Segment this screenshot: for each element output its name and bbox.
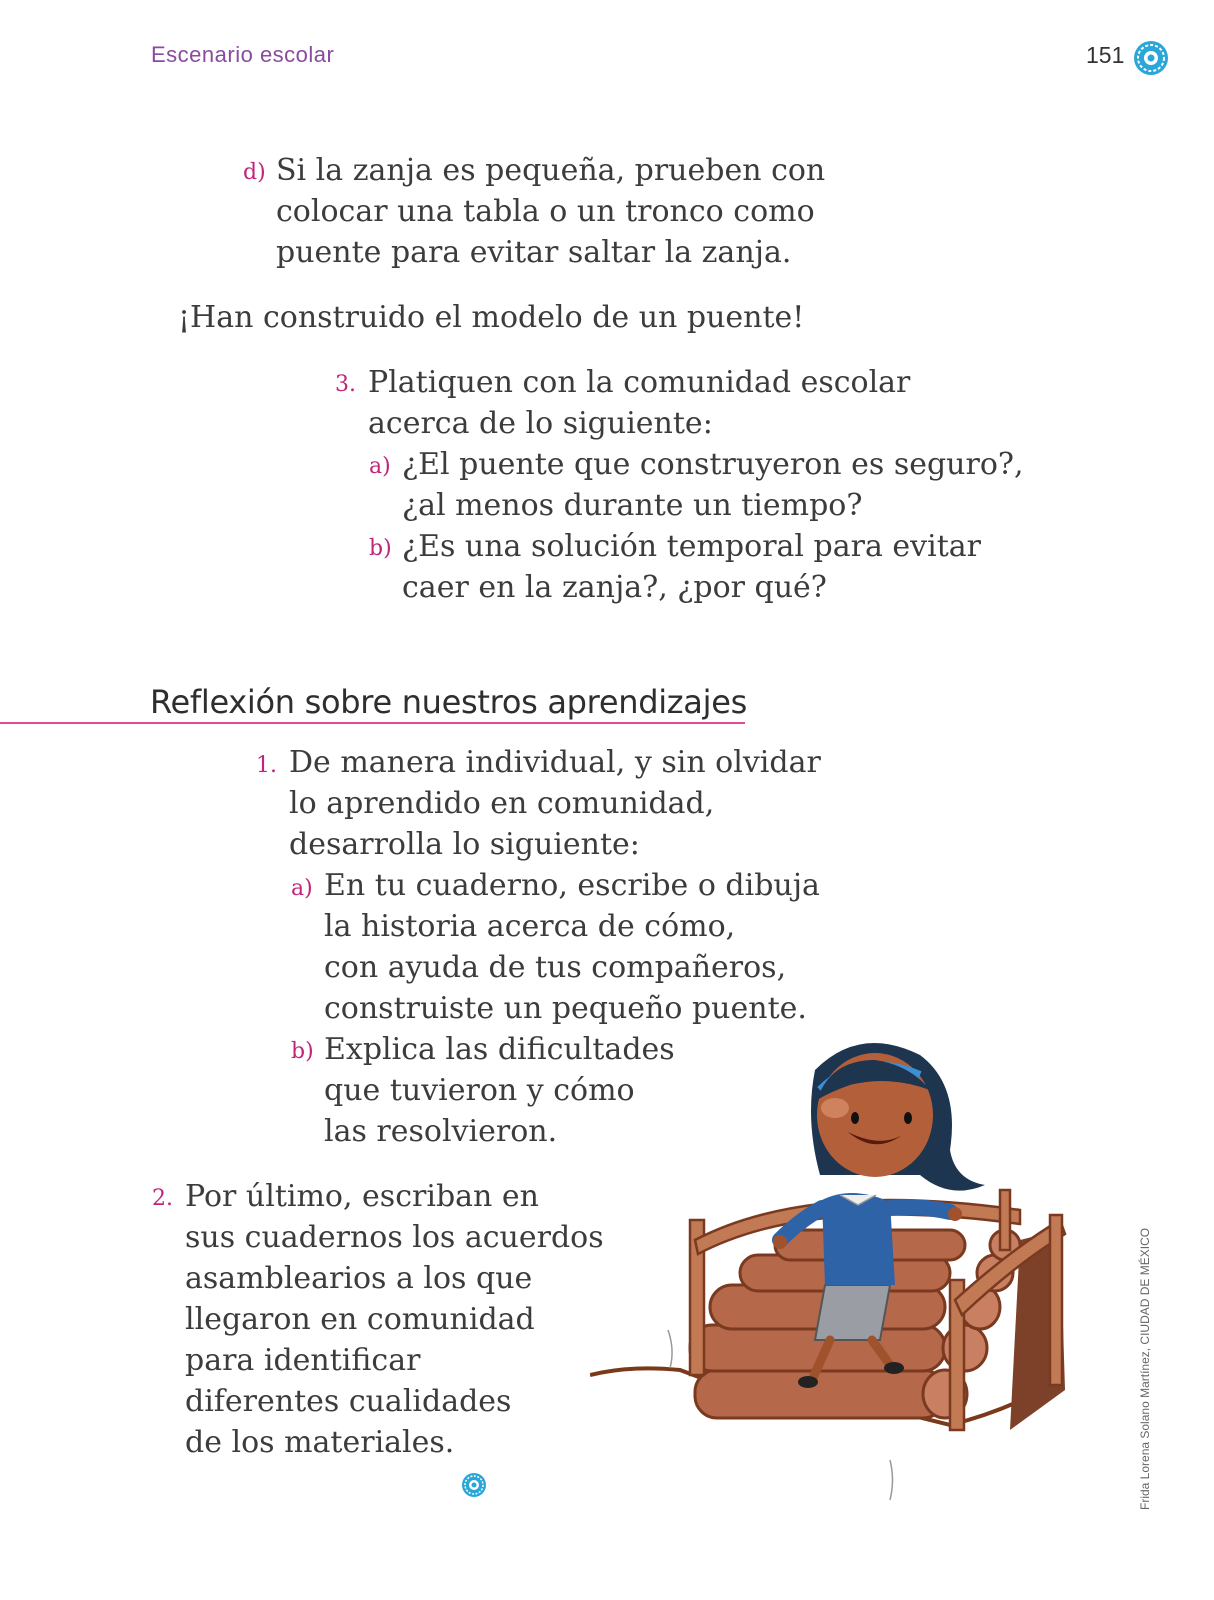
text-line: ¿al menos durante un tiempo? — [402, 488, 863, 523]
text-line: sus cuadernos los acuerdos — [185, 1220, 604, 1255]
text-line: ¡Han construido el modelo de un puente! — [178, 300, 805, 335]
text-line: lo aprendido en comunidad, — [289, 786, 715, 821]
section-title: Escenario escolar — [151, 42, 335, 67]
text-line: puente para evitar saltar la zanja. — [276, 235, 792, 270]
item-3b-text — [402, 526, 981, 608]
text-line: En tu cuaderno, escribe o dibuja — [324, 868, 820, 903]
text-line: la historia acerca de cómo, — [324, 909, 736, 944]
heading-underline — [0, 722, 745, 724]
conclusion-text — [178, 297, 804, 338]
text-line: que tuvieron y cómo — [324, 1073, 635, 1108]
text-line: de los materiales. — [185, 1425, 455, 1460]
text-line: desarrolla lo siguiente: — [289, 827, 640, 862]
text-line: asamblearios a los que — [185, 1261, 533, 1296]
text-line: diferentes cualidades — [185, 1384, 512, 1419]
text-line: para identificar — [185, 1343, 421, 1378]
text-line: De manera individual, y sin olvidar — [289, 745, 821, 780]
item-2-text — [185, 1176, 604, 1463]
text-line: Si la zanja es pequeña, prueben con — [276, 153, 826, 188]
text-line: colocar una tabla o un tronco como — [276, 194, 815, 229]
item-2-marker: 2. — [152, 1186, 173, 1211]
text-line: acerca de lo siguiente: — [368, 406, 713, 441]
illustration-credit: Frida Lorena Solano Martínez, CIUDAD DE MÉXICO — [1138, 1227, 1152, 1510]
text-line: ¿Es una solución temporal para evitar — [402, 529, 981, 564]
item-3-marker: 3. — [335, 372, 356, 397]
girl-on-bridge-illustration — [590, 1030, 1110, 1530]
item-1a-marker: a) — [291, 876, 313, 901]
item-3a-marker: a) — [369, 454, 391, 479]
end-of-activity-icon — [461, 1472, 487, 1498]
item-3b-marker: b) — [369, 536, 392, 561]
item-3-text — [368, 362, 910, 444]
text-line: Explica las dificultades — [324, 1032, 675, 1067]
section-badge-icon — [1133, 40, 1169, 76]
text-line: Por último, escriban en — [185, 1179, 539, 1214]
text-line: las resolvieron. — [324, 1114, 558, 1149]
text-line: construiste un pequeño puente. — [324, 991, 807, 1026]
item-1-text — [289, 742, 821, 865]
text-line: caer en la zanja?, ¿por qué? — [402, 570, 827, 605]
text-line: llegaron en comunidad — [185, 1302, 535, 1337]
section-heading: Reflexión sobre nuestros aprendizajes — [150, 683, 747, 721]
item-1-marker: 1. — [256, 753, 277, 778]
item-d-marker: d) — [243, 160, 266, 185]
item-1b-marker: b) — [291, 1039, 314, 1064]
item-d-text — [276, 150, 825, 273]
item-3a-text — [402, 444, 1024, 526]
text-line: ¿El puente que construyeron es seguro?, — [402, 447, 1024, 482]
item-1a-text — [324, 865, 820, 1029]
text-line: con ayuda de tus compañeros, — [324, 950, 787, 985]
text-line: Platiquen con la comunidad escolar — [368, 365, 911, 400]
page-number: 151 — [1086, 42, 1125, 68]
